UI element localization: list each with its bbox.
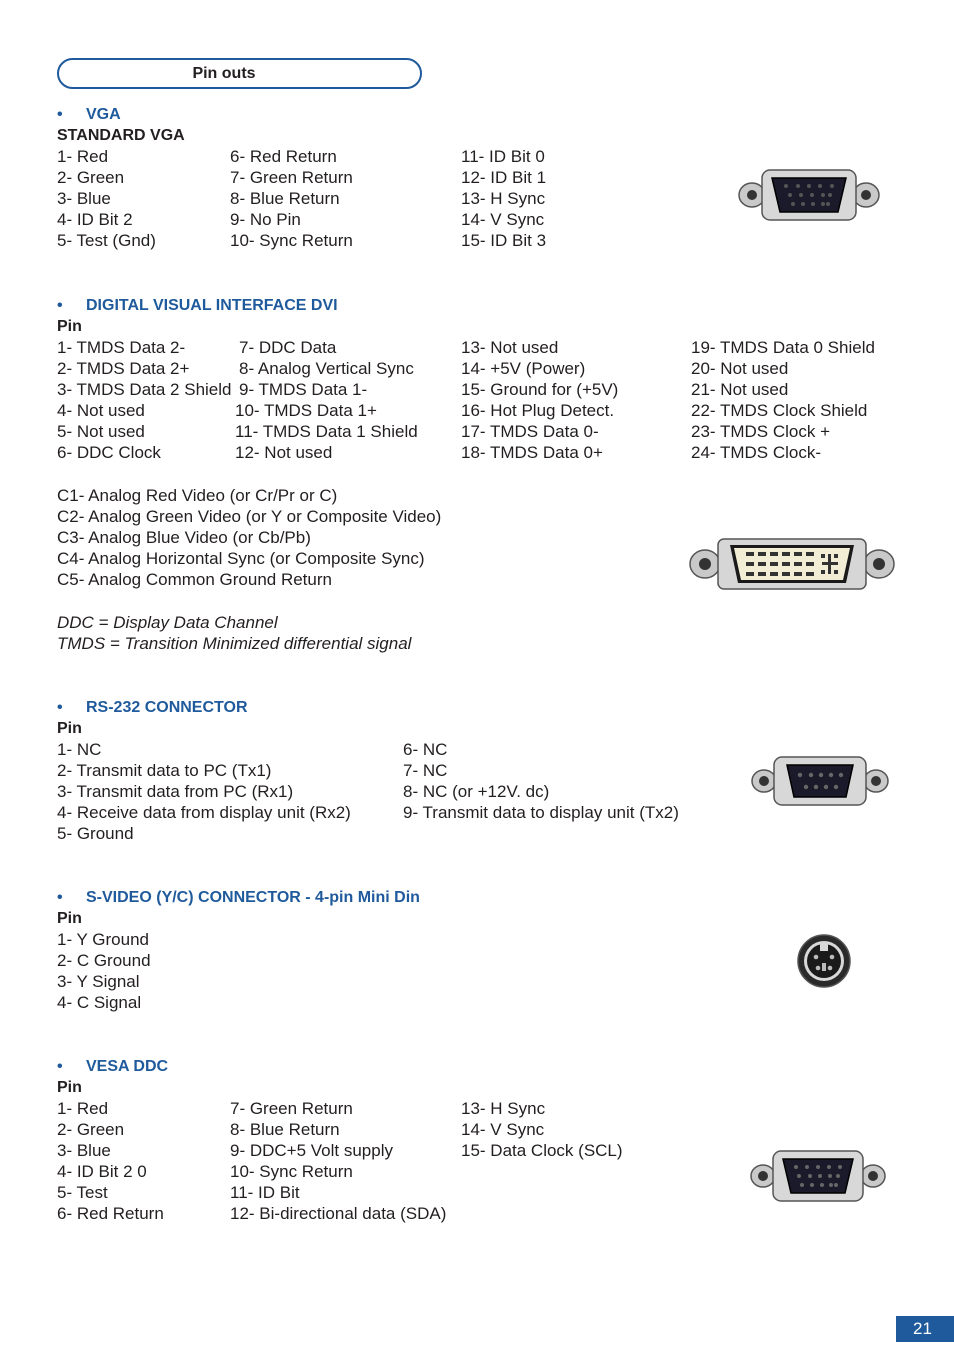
pin-item: 5- Test (Gnd)	[57, 231, 156, 251]
pin-item: 6- Red Return	[230, 147, 337, 166]
pin-item: 11- TMDS Data 1 Shield	[235, 422, 418, 442]
pin-item: 10- Sync Return	[230, 231, 353, 251]
rs232-subheading: Pin	[57, 720, 82, 737]
pin-item: 3- Blue	[57, 189, 111, 209]
dvi-col1	[57, 337, 231, 464]
rs232-col2	[403, 739, 679, 823]
vesa-subheading: Pin	[57, 1079, 82, 1096]
pin-item: 22- TMDS Clock Shield	[691, 401, 868, 421]
section-title-box	[57, 58, 422, 89]
pin-item: 15- Data Clock (SCL)	[461, 1141, 623, 1161]
dvi-col2	[235, 337, 418, 464]
bullet: •	[57, 699, 63, 716]
pin-item: 14- +5V (Power)	[461, 359, 586, 379]
pin-item: 6- NC	[403, 740, 448, 759]
rs232-col1	[57, 739, 351, 844]
pin-item: 6- Red Return	[57, 1204, 164, 1224]
pin-item: 17- TMDS Data 0-	[461, 422, 599, 442]
pin-item: 10- TMDS Data 1+	[235, 401, 377, 421]
pin-item: 13- H Sync	[461, 1099, 546, 1118]
pin-item: 1- Y Ground	[57, 930, 149, 949]
pin-item: 9- DDC+5 Volt supply	[230, 1141, 393, 1161]
vesa-col3	[461, 1098, 623, 1161]
page-number: 21	[896, 1316, 954, 1342]
pin-item: 1- Red	[57, 1099, 109, 1118]
bullet: •	[57, 106, 63, 123]
pin-item: 20- Not used	[691, 359, 789, 379]
pin-item: 5- Ground	[57, 824, 134, 844]
analog-item: C5- Analog Common Ground Return	[57, 570, 332, 590]
pin-item: 16- Hot Plug Detect.	[461, 401, 615, 421]
vga-col2	[230, 146, 353, 251]
pin-item: 3- Blue	[57, 1141, 111, 1161]
pin-item: 1- Red	[57, 147, 109, 166]
pin-item: 2- TMDS Data 2+	[57, 359, 190, 379]
vga-subheading: STANDARD VGA	[57, 127, 185, 144]
pin-item: 15- Ground for (+5V)	[461, 380, 619, 400]
pin-item: 2- C Ground	[57, 951, 151, 971]
pin-item: 3- Y Signal	[57, 972, 140, 992]
pin-item: 1- TMDS Data 2-	[57, 338, 186, 357]
dvi-col4	[691, 337, 875, 464]
vesa-col2	[230, 1098, 446, 1225]
pin-item: 3- Transmit data from PC (Rx1)	[57, 782, 294, 802]
vga-connector-icon	[750, 1148, 886, 1204]
pin-item: 18- TMDS Data 0+	[461, 443, 603, 463]
pin-item: 7- Green Return	[230, 168, 353, 188]
pin-item: 9- TMDS Data 1-	[239, 380, 368, 400]
section-title: Pin outs	[192, 65, 256, 82]
dvi-heading: DIGITAL VISUAL INTERFACE DVI	[86, 297, 338, 314]
pin-item: 24- TMDS Clock-	[691, 443, 822, 463]
analog-item: C1- Analog Red Video (or Cr/Pr or C)	[57, 486, 338, 505]
svideo-subheading: Pin	[57, 910, 82, 927]
pin-item: 12- ID Bit 1	[461, 168, 547, 188]
pin-item: 8- Analog Vertical Sync	[239, 359, 414, 379]
pin-item: 9- Transmit data to display unit (Tx2)	[403, 803, 679, 823]
dvi-col3	[461, 337, 618, 464]
pin-item: 21- Not used	[691, 380, 789, 400]
analog-item: C2- Analog Green Video (or Y or Composite Video)	[57, 507, 442, 527]
pin-item: 6- DDC Clock	[57, 443, 161, 463]
pin-item: 13- Not used	[461, 338, 559, 357]
pin-item: 9- No Pin	[230, 210, 301, 230]
pin-item: 19- TMDS Data 0 Shield	[691, 338, 875, 357]
pin-item: 8- Blue Return	[230, 1120, 340, 1140]
svideo-heading: S-VIDEO (Y/C) CONNECTOR - 4-pin Mini Din	[86, 889, 420, 906]
vga-col3	[461, 146, 546, 251]
pin-item: 11- ID Bit	[230, 1183, 300, 1203]
pin-item: 12- Bi-directional data (SDA)	[230, 1204, 447, 1224]
pin-item: 2- Transmit data to PC (Tx1)	[57, 761, 272, 781]
dvi-subheading: Pin	[57, 318, 82, 335]
pin-item: 2- Green	[57, 1120, 125, 1140]
bullet: •	[57, 1058, 63, 1075]
db9-connector-icon	[751, 754, 889, 808]
pin-item: 12- Not used	[235, 443, 333, 463]
note-item: TMDS = Transition Minimized differential signal	[57, 634, 412, 654]
bullet: •	[57, 889, 63, 906]
analog-item: C3- Analog Blue Video (or Cb/Pb)	[57, 528, 311, 548]
pin-item: 2- Green	[57, 168, 125, 188]
pin-item: 4- C Signal	[57, 993, 142, 1013]
pin-item: 14- V Sync	[461, 1120, 545, 1140]
pin-item: 7- DDC Data	[239, 338, 337, 357]
bullet: •	[57, 297, 63, 314]
pin-item: 4- ID Bit 2	[57, 210, 133, 230]
pin-item: 23- TMDS Clock +	[691, 422, 831, 442]
dvi-notes	[57, 612, 411, 654]
pin-item: 5- Not used	[57, 422, 145, 442]
pin-item: 8- Blue Return	[230, 189, 340, 209]
note-item: DDC = Display Data Channel	[57, 613, 278, 632]
pin-item: 8- NC (or +12V. dc)	[403, 782, 550, 802]
pin-item: 15- ID Bit 3	[461, 231, 547, 251]
vesa-col1	[57, 1098, 164, 1225]
pin-item: 11- ID Bit 0	[461, 147, 545, 166]
pin-item: 5- Test	[57, 1183, 108, 1203]
vga-col1	[57, 146, 156, 251]
analog-item: C4- Analog Horizontal Sync (or Composite Sync)	[57, 549, 425, 569]
dvi-analog-list	[57, 485, 441, 590]
pin-item: 4- Receive data from display unit (Rx2)	[57, 803, 351, 823]
mini-din-connector-icon	[796, 933, 852, 989]
pin-item: 13- H Sync	[461, 189, 546, 209]
pin-item: 10- Sync Return	[230, 1162, 353, 1182]
pin-item: 7- NC	[403, 761, 448, 781]
dvi-connector-icon	[688, 535, 896, 593]
vesa-heading: VESA DDC	[86, 1058, 169, 1075]
pin-item: 3- TMDS Data 2 Shield	[57, 380, 232, 400]
vga-heading: VGA	[86, 106, 121, 123]
pin-item: 7- Green Return	[230, 1099, 353, 1118]
pin-item: 14- V Sync	[461, 210, 545, 230]
pin-item: 1- NC	[57, 740, 102, 759]
svideo-col1	[57, 929, 151, 1013]
vga-connector-icon	[738, 166, 880, 224]
pin-item: 4- ID Bit 2 0	[57, 1162, 147, 1182]
rs232-heading: RS-232 CONNECTOR	[86, 699, 248, 716]
pin-item: 4- Not used	[57, 401, 145, 421]
